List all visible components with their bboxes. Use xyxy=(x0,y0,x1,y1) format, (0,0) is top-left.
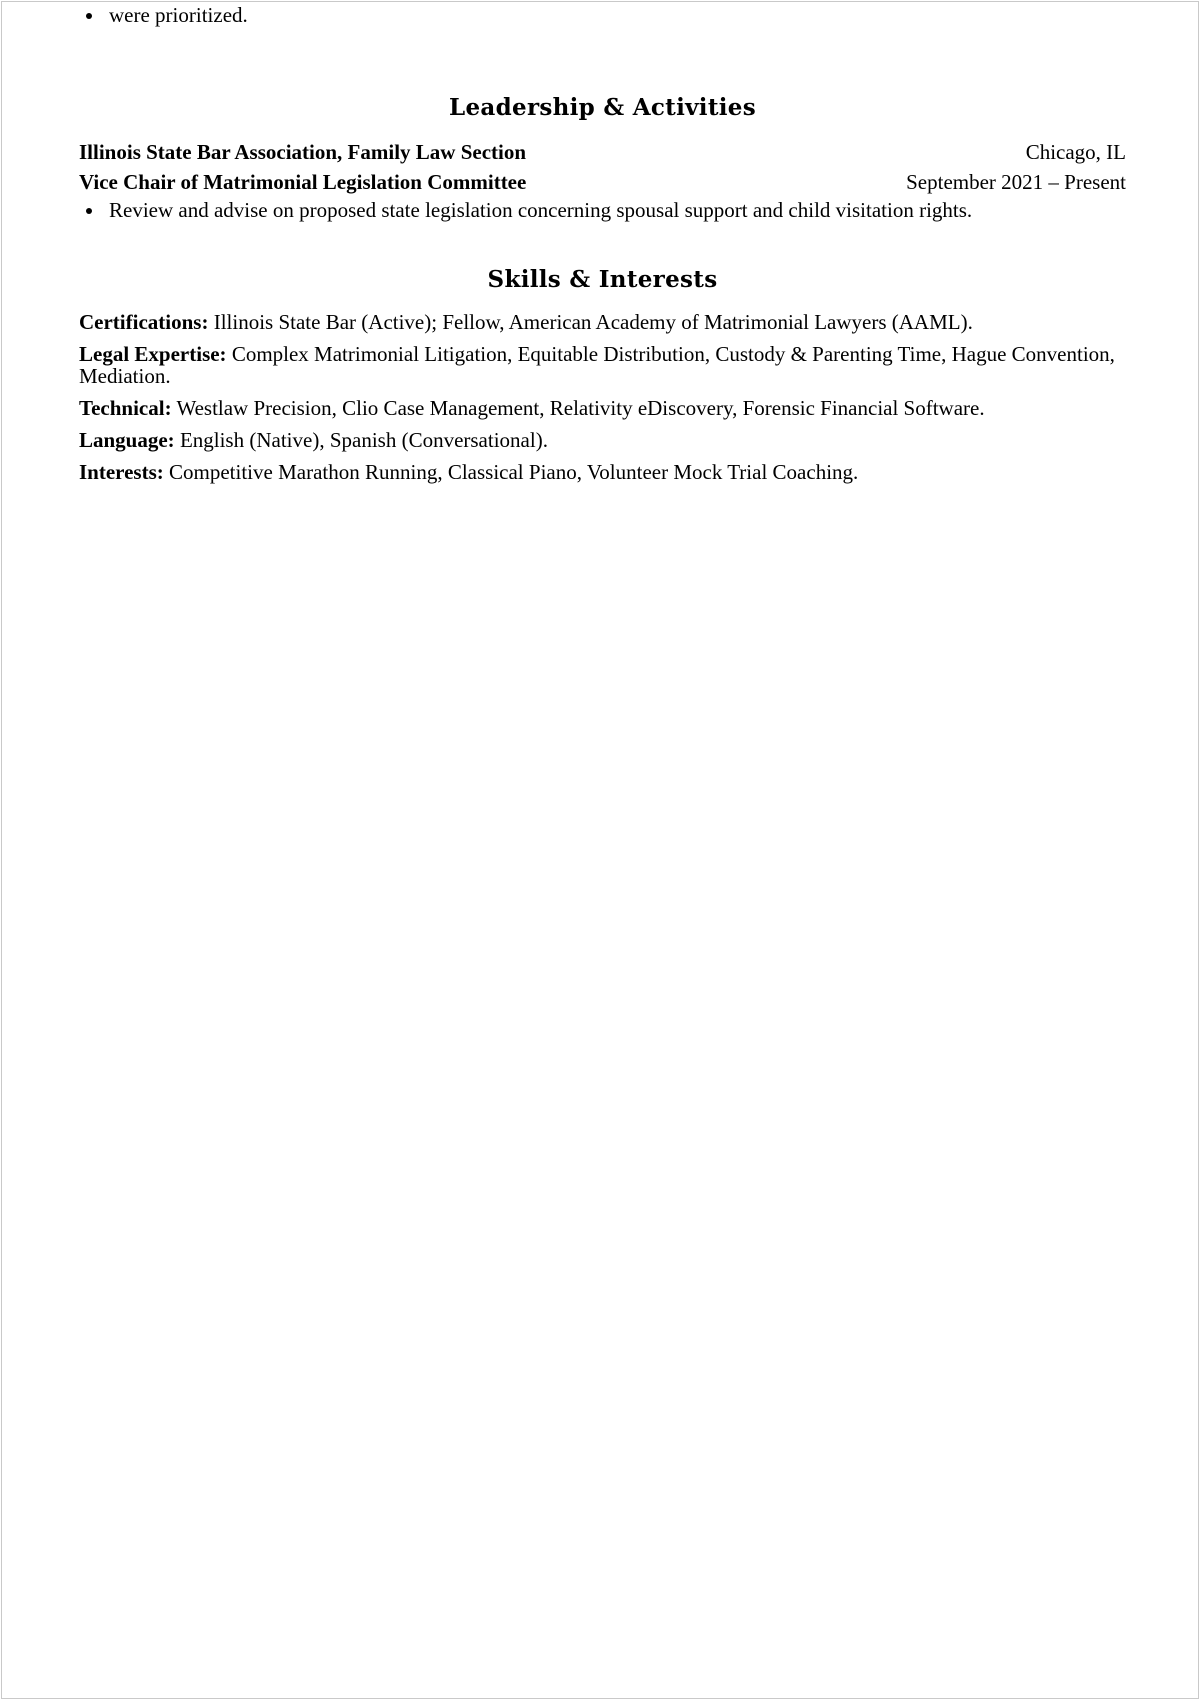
skill-interests xyxy=(79,461,1126,483)
leadership-entry-header xyxy=(79,137,1126,167)
skill-value: Illinois State Bar (Active); Fellow, American Academy of Matrimonial Lawyers (AAML). xyxy=(213,310,973,334)
bullet-icon xyxy=(86,208,92,214)
skill-label: Certifications: xyxy=(79,310,209,334)
skills-list xyxy=(79,311,1126,483)
bullet-icon xyxy=(86,13,92,19)
resume-content xyxy=(79,2,1126,493)
skill-value: Competitive Marathon Running, Classical Piano, Volunteer Mock Trial Coaching. xyxy=(169,460,859,484)
role-dates: September 2021 – Present xyxy=(906,170,1126,194)
skill-label: Legal Expertise: xyxy=(79,342,227,366)
skill-label: Technical: xyxy=(79,396,172,420)
skills-section-title: Skills & Interests xyxy=(487,266,718,293)
list-item xyxy=(79,2,1126,28)
skill-certifications xyxy=(79,311,1126,333)
skill-value: Complex Matrimonial Litigation, Equitable Distribution, Custody & Parenting Time, Hague Convention, Mediation. xyxy=(79,342,1115,388)
bullet-text: Review and advise on proposed state legislation concerning spousal support and child visitation rights. xyxy=(109,198,973,222)
skill-technical xyxy=(79,397,1126,419)
resume-page xyxy=(1,1,1199,1699)
role-title: Vice Chair of Matrimonial Legislation Committee xyxy=(79,170,527,194)
skill-legal-expertise xyxy=(79,343,1126,387)
leadership-entry-role-row xyxy=(79,167,1126,197)
skill-value: English (Native), Spanish (Conversational). xyxy=(179,428,548,452)
continued-bullet-list xyxy=(79,2,1126,28)
bullet-text: were prioritized. xyxy=(109,3,248,27)
organization-location: Chicago, IL xyxy=(1025,140,1126,164)
skill-label: Language: xyxy=(79,428,175,452)
skill-label: Interests: xyxy=(79,460,164,484)
list-item xyxy=(79,197,1126,223)
skill-value: Westlaw Precision, Clio Case Management, Relativity eDiscovery, Forensic Financial Software. xyxy=(176,396,985,420)
skill-language xyxy=(79,429,1126,451)
leadership-section-title: Leadership & Activities xyxy=(449,94,756,121)
leadership-bullet-list xyxy=(79,197,1126,223)
organization-name: Illinois State Bar Association, Family Law Section xyxy=(79,140,527,164)
